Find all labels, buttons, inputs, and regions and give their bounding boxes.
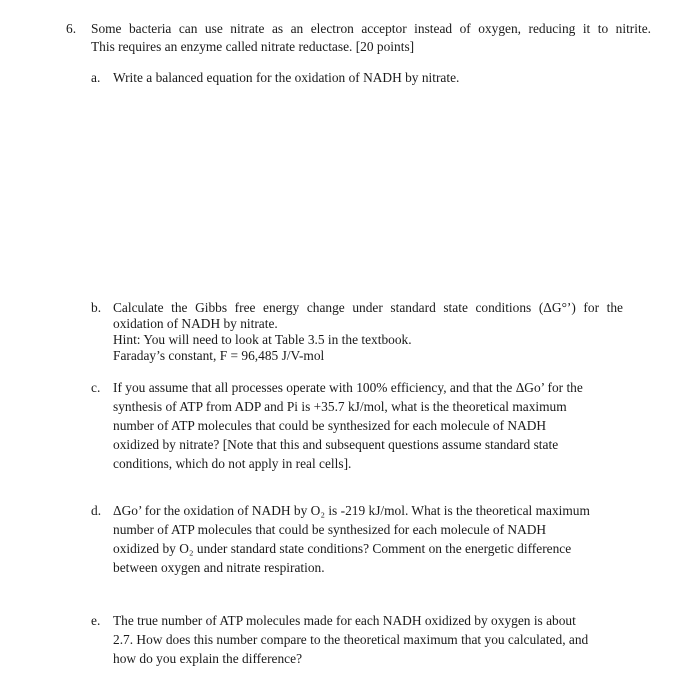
part-d-text (113, 501, 633, 577)
part-c-letter: c. (91, 380, 101, 395)
part-e-text (113, 611, 633, 668)
part-c-line: If you assume that all processes operate with 100% efficiency, and that the ΔGo’ for the (113, 380, 583, 395)
part-b-constant: Faraday’s constant, F = 96,485 J/V-mol (113, 348, 325, 363)
part-e-line: The true number of ATP molecules made for each NADH oxidized by oxygen is about (113, 613, 576, 628)
part-b-letter: b. (91, 300, 102, 315)
part-d-line: ΔGo’ for the oxidation of NADH by O₂ is -219 kJ/mol. What is the theoretical maximum (113, 503, 590, 518)
part-d-line: between oxygen and nitrate respiration. (113, 560, 325, 575)
part-a-letter: a. (91, 70, 101, 85)
part-a-text (113, 69, 613, 87)
part-c-line: number of ATP molecules that could be synthesized for each molecule of NADH (113, 418, 547, 433)
part-b-line: Calculate the Gibbs free energy change under standard state conditions (ΔG°’) for the (113, 300, 623, 315)
part-e-line: how do you explain the difference? (113, 651, 303, 666)
part-c-line: conditions, which do not apply in real cells]. (113, 456, 352, 471)
part-c-text (113, 378, 623, 473)
part-e-line: 2.7. How does this number compare to the theoretical maximum that you calculated, and (113, 632, 589, 647)
question-line: This requires an enzyme called nitrate reductase. [20 points] (91, 39, 415, 54)
question-number: 6. (66, 21, 77, 36)
part-c-line: oxidized by nitrate? [Note that this and subsequent questions assume standard state (113, 437, 559, 452)
question-line: Some bacteria can use nitrate as an electron acceptor instead of oxygen, reducing it to nitrite. (91, 21, 651, 36)
part-e-letter: e. (91, 613, 101, 628)
part-b-text (113, 300, 623, 364)
part-c-line: synthesis of ATP from ADP and Pi is +35.7 kJ/mol, what is the theoretical maximum (113, 399, 567, 414)
part-b-line: oxidation of NADH by nitrate. (113, 316, 278, 331)
part-d-letter: d. (91, 503, 102, 518)
part-d-line: oxidized by O₂ under standard state conditions? Comment on the energetic difference (113, 541, 572, 556)
question-prompt (91, 20, 651, 56)
part-b-hint: Hint: You will need to look at Table 3.5 in the textbook. (113, 332, 412, 347)
part-a-line: Write a balanced equation for the oxidation of NADH by nitrate. (113, 70, 460, 85)
part-d-line: number of ATP molecules that could be synthesized for each molecule of NADH (113, 522, 547, 537)
